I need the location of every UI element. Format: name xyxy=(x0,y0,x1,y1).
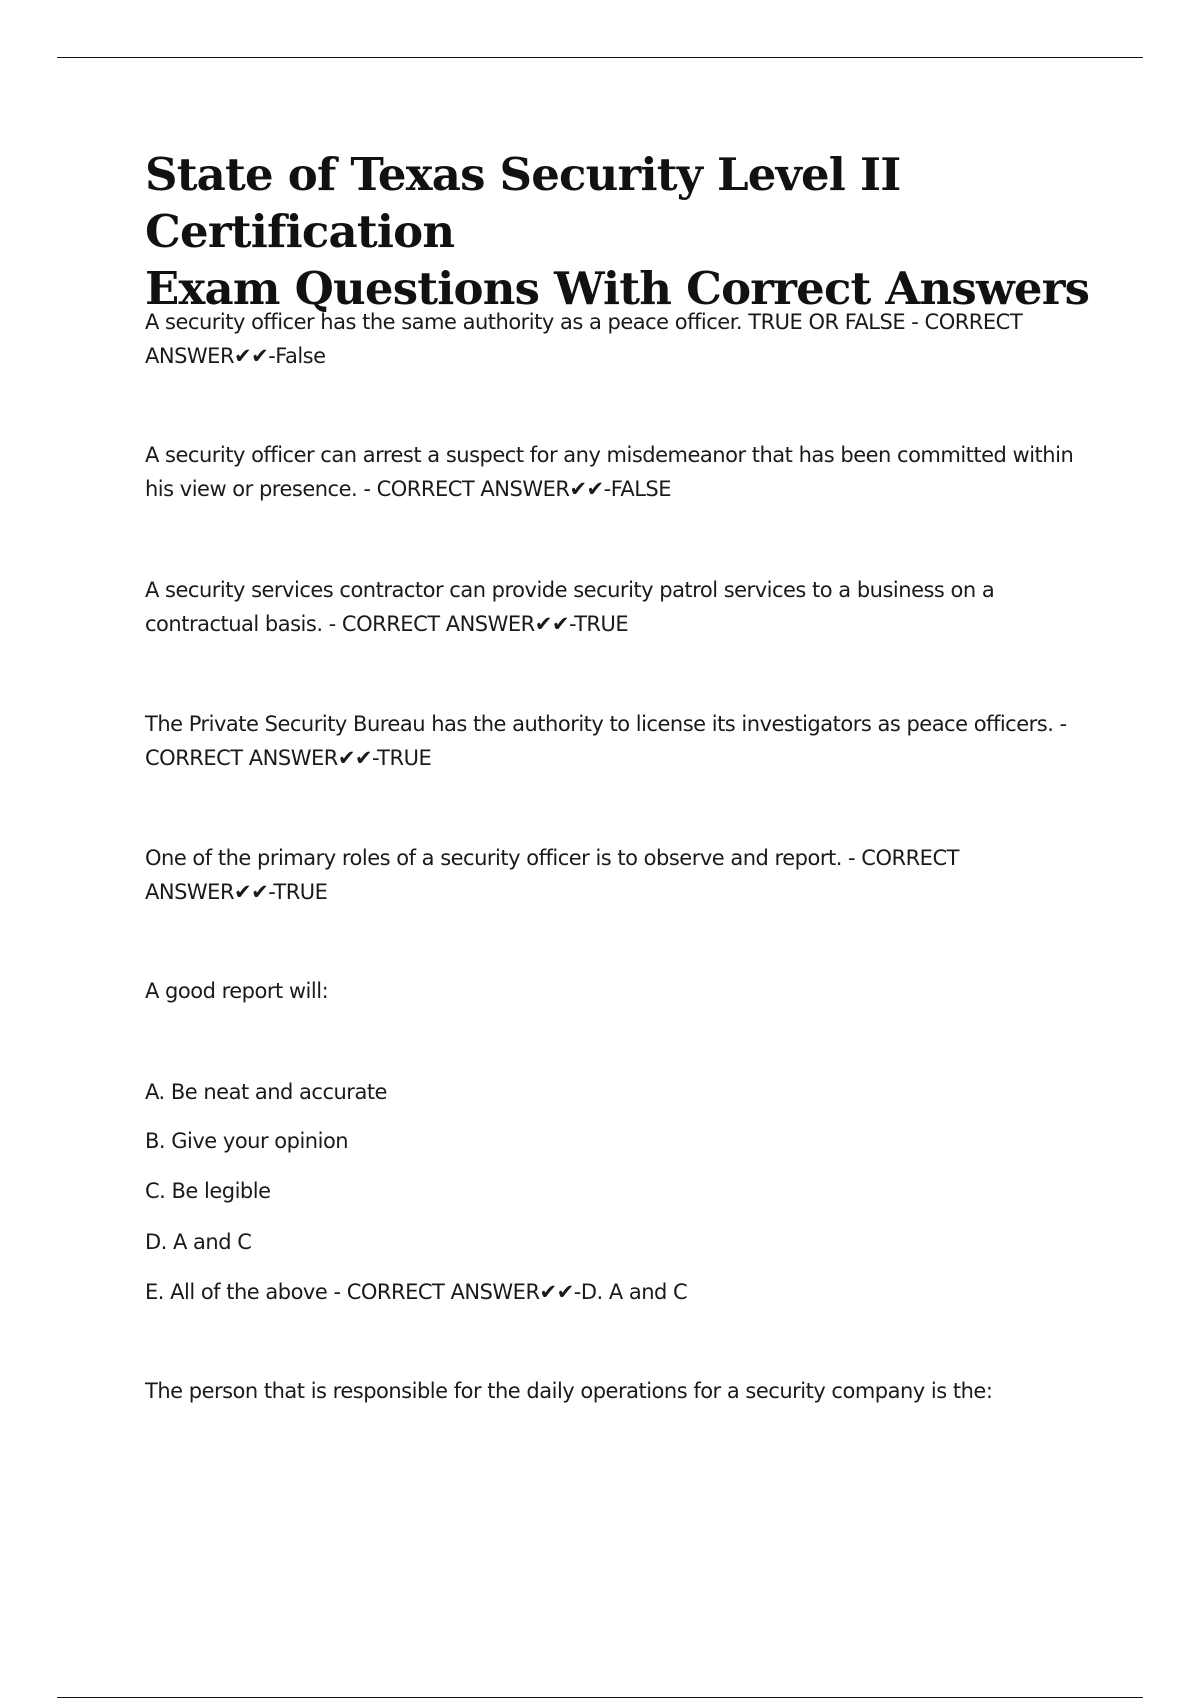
question-4-line-2: CORRECT ANSWER✔✔-TRUE xyxy=(145,746,432,770)
top-rule xyxy=(57,57,1143,58)
question-5 xyxy=(145,841,1075,909)
question-3-line-1: A security services contractor can provide security patrol services to a business on a xyxy=(145,578,995,602)
question-1-line-1: A security officer has the same authority as a peace officer. TRUE OR FALSE - CORRECT xyxy=(145,310,1023,334)
title-line-1: State of Texas Security Level II Certification xyxy=(145,148,901,258)
report-option-a: A. Be neat and accurate xyxy=(145,1080,387,1104)
question-3-line-2: contractual basis. - CORRECT ANSWER✔✔-TRUE xyxy=(145,612,629,636)
bottom-rule xyxy=(57,1697,1143,1698)
report-option-d: D. A and C xyxy=(145,1230,252,1254)
report-question: A good report will: xyxy=(145,979,329,1003)
question-4 xyxy=(145,707,1075,775)
title-line-2: Exam Questions With Correct Answers xyxy=(145,262,1090,315)
report-option-b: B. Give your opinion xyxy=(145,1129,349,1153)
report-option-c: C. Be legible xyxy=(145,1179,271,1203)
question-2-line-1: A security officer can arrest a suspect for any misdemeanor that has been committed within xyxy=(145,443,1074,467)
question-1 xyxy=(145,305,1075,373)
question-4-line-1: The Private Security Bureau has the authority to license its investigators as peace officers. - xyxy=(145,712,1067,736)
document-title xyxy=(145,146,1105,317)
question-2-line-2: his view or presence. - CORRECT ANSWER✔✔-FALSE xyxy=(145,477,672,501)
report-option-e: E. All of the above - CORRECT ANSWER✔✔-D. A and C xyxy=(145,1280,688,1304)
question-1-line-2: ANSWER✔✔-False xyxy=(145,344,326,368)
question-5-line-2: ANSWER✔✔-TRUE xyxy=(145,880,328,904)
question-2 xyxy=(145,438,1075,506)
question-3 xyxy=(145,573,1075,641)
question-5-line-1: One of the primary roles of a security officer is to observe and report. - CORRECT xyxy=(145,846,959,870)
question-daily-operations: The person that is responsible for the daily operations for a security company is the: xyxy=(145,1379,993,1403)
